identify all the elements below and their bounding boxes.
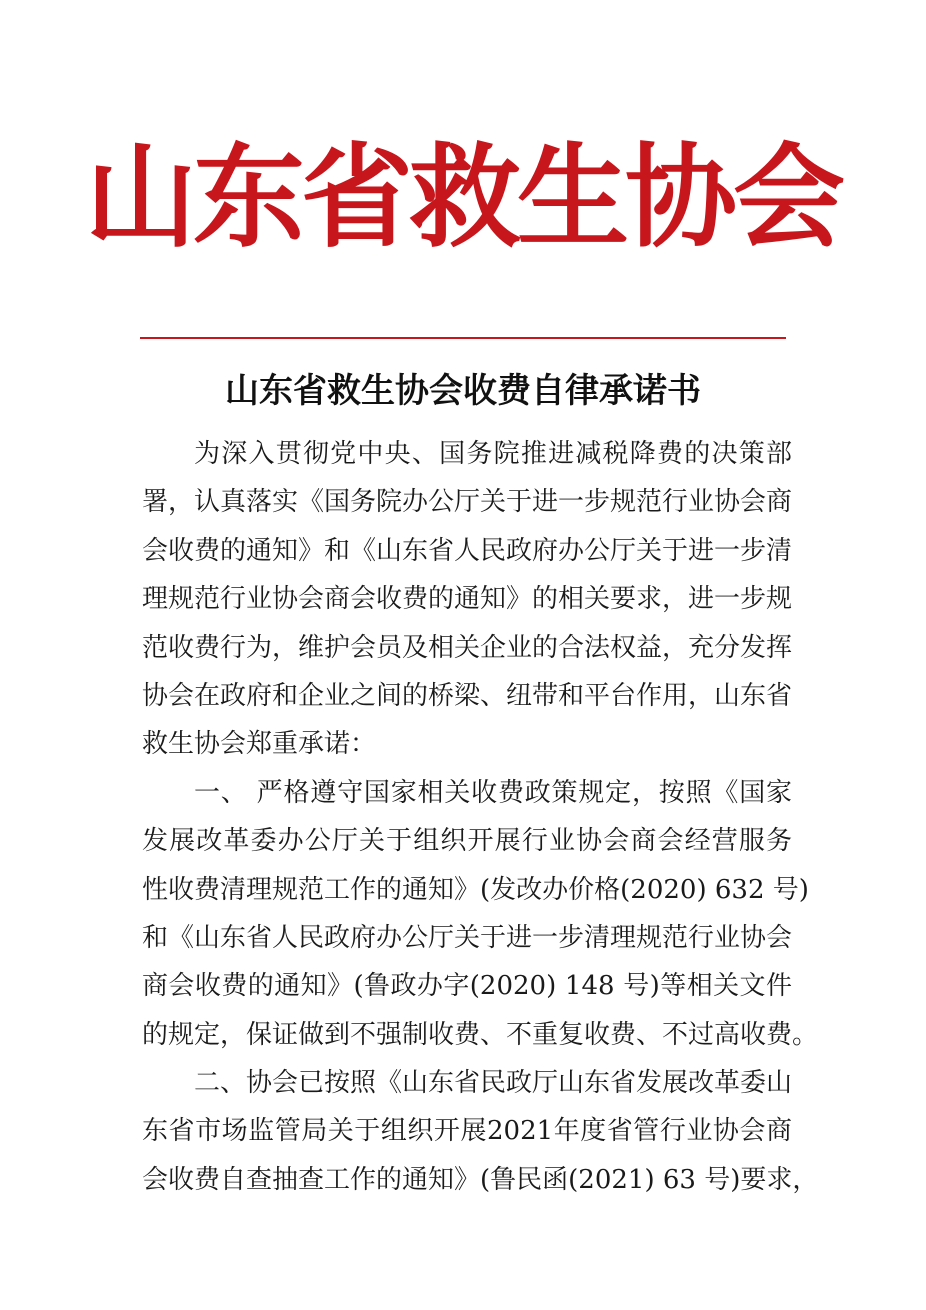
letterhead-org-name: 山东省救生协会 bbox=[85, 132, 841, 263]
body-line: 发展改革委办公厅关于组织开展行业协会商会经营服务 bbox=[142, 826, 792, 857]
body-line: 范收费行为，维护会员及相关企业的合法权益，充分发挥 bbox=[142, 632, 793, 663]
body-line: 的规定，保证做到不强制收费、不重复收费、不过高收费。 bbox=[142, 1019, 819, 1050]
body-line: 理规范行业协会商会收费的通知》的相关要求，进一步规 bbox=[142, 584, 793, 615]
document-body bbox=[142, 430, 819, 1204]
document-title: 山东省救生协会收费自律承诺书 bbox=[225, 371, 701, 411]
body-line: 会收费自查抽查工作的通知》(鲁民函(2021) 63 号)要求， bbox=[142, 1164, 819, 1195]
body-line: 署，认真落实《国务院办公厅关于进一步规范行业协会商 bbox=[142, 487, 793, 518]
body-line: 东省市场监管局关于组织开展2021年度省管行业协会商 bbox=[142, 1116, 792, 1147]
body-line: 和《山东省人民政府办公厅关于进一步清理规范行业协会 bbox=[142, 922, 793, 953]
body-line: 商会收费的通知》(鲁政办字(2020) 148 号)等相关文件 bbox=[142, 971, 792, 1002]
body-line: 会收费的通知》和《山东省人民政府办公厅关于进一步清 bbox=[142, 535, 793, 566]
body-line: 为深入贯彻党中央、国务院推进减税降费的决策部 bbox=[194, 439, 792, 469]
letterhead-divider bbox=[140, 337, 786, 339]
body-line: 协会在政府和企业之间的桥梁、纽带和平台作用，山东省 bbox=[142, 680, 793, 711]
body-line: 救生协会郑重承诺： bbox=[142, 729, 377, 760]
body-line: 性收费清理规范工作的通知》(发改办价格(2020) 632 号) bbox=[142, 874, 809, 905]
body-line: 一、 严格遵守国家相关收费政策规定，按照《国家 bbox=[194, 777, 792, 808]
body-line: 二、协会已按照《山东省民政厅山东省发展改革委山 bbox=[194, 1068, 793, 1099]
